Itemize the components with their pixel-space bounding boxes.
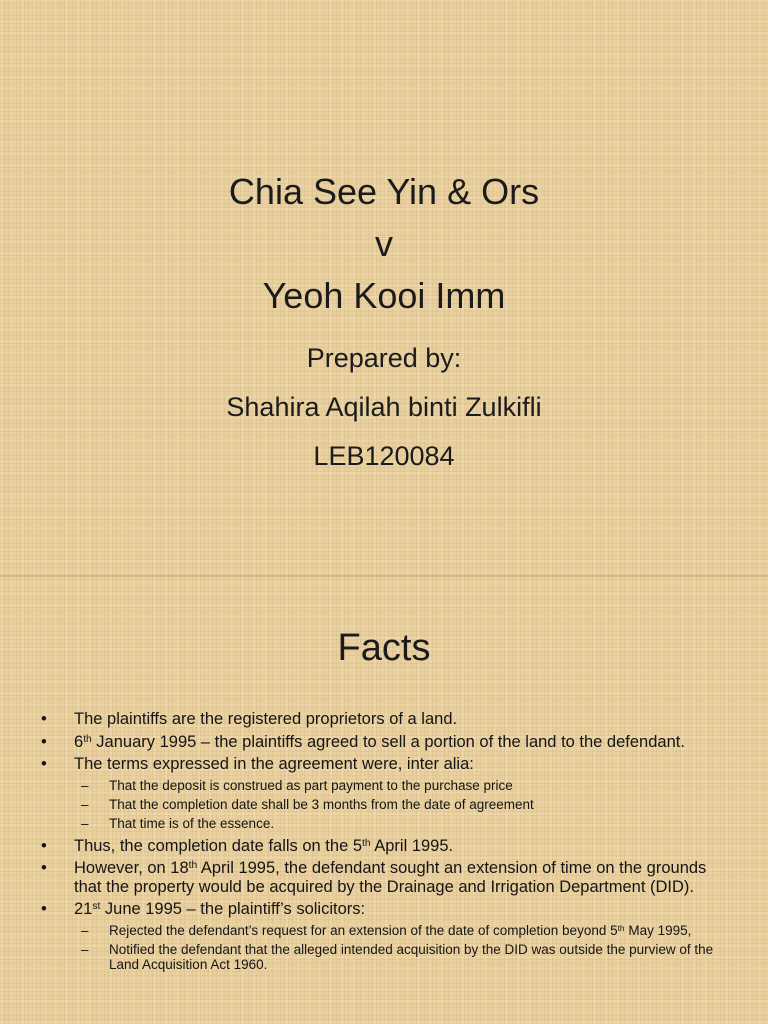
case-title-line-1: Chia See Yin & Ors	[228, 171, 540, 212]
ordinal-suffix: th	[362, 837, 371, 849]
sub-list-item-text: Notified the defendant that the alleged intended acquisition by the DID was outside the purview of the Land Acquisition Act 1960.	[109, 941, 714, 972]
facts-bullet-list	[30, 710, 730, 976]
case-title-line-2: v	[375, 223, 393, 264]
bullet-icon: •	[41, 732, 47, 751]
sub-list-item-text: That time is of the essence.	[109, 815, 275, 831]
bullet-icon: •	[41, 755, 47, 773]
author-block	[0, 334, 768, 481]
bullet-icon: •	[41, 836, 47, 855]
list-item	[30, 837, 730, 856]
list-item-text: 21	[74, 900, 93, 918]
list-item	[30, 710, 730, 729]
student-id: LEB120084	[313, 441, 455, 471]
sub-list-item	[30, 942, 730, 972]
slide-title: Facts	[337, 627, 431, 669]
list-item-text: April 1995.	[370, 836, 454, 855]
ordinal-suffix: st	[92, 901, 101, 913]
bullet-icon: •	[41, 710, 47, 728]
author-name: Shahira Aqilah binti Zulkifli	[226, 392, 542, 422]
list-item-text: The terms expressed in the agreement were, inter alia:	[74, 755, 474, 773]
list-item-text: April 1995, the defendant sought an extension of time on the grounds that the property would be acquired by the Drainage and Irrigation Department (DID).	[74, 859, 707, 896]
facts-slide	[0, 576, 768, 1024]
dash-icon: –	[81, 922, 89, 938]
sub-list-item	[30, 816, 730, 831]
sub-list-item	[30, 797, 730, 812]
sub-list-item-text: That the completion date shall be 3 months from the date of agreement	[109, 796, 534, 812]
ordinal-suffix: th	[617, 922, 625, 933]
list-item	[30, 859, 730, 896]
list-item-text: However, on 18	[74, 859, 189, 877]
ordinal-suffix: th	[83, 733, 92, 745]
list-item-text: January 1995 – the plaintiffs agreed to sell a portion of the land to the defendant.	[91, 732, 685, 751]
case-title	[0, 166, 768, 322]
prepared-by-label: Prepared by:	[306, 343, 462, 373]
dash-icon: –	[81, 815, 89, 831]
sub-list-item-text: Rejected the defendant’s request for an extension of the date of completion beyond 5	[109, 922, 618, 938]
sub-list-item-text: May 1995,	[624, 922, 692, 938]
list-item	[30, 755, 730, 774]
list-item	[30, 900, 730, 919]
sub-list-item-text: That the deposit is construed as part payment to the purchase price	[109, 777, 513, 793]
case-title-line-3: Yeoh Kooi Imm	[262, 275, 506, 316]
list-item-text: The plaintiffs are the registered proprietors of a land.	[74, 710, 458, 728]
sub-list-item	[30, 923, 730, 938]
list-item-text: Thus, the completion date falls on the 5	[74, 836, 363, 855]
dash-icon: –	[81, 777, 89, 793]
list-item	[30, 733, 730, 752]
bullet-icon: •	[41, 900, 47, 918]
ordinal-suffix: th	[188, 860, 198, 872]
sub-list-item	[30, 778, 730, 793]
list-item-text: June 1995 – the plaintiff’s solicitors:	[100, 900, 366, 918]
list-item-text: 6	[74, 732, 84, 751]
dash-icon: –	[81, 941, 89, 957]
dash-icon: –	[81, 796, 89, 812]
bullet-icon: •	[41, 859, 47, 877]
